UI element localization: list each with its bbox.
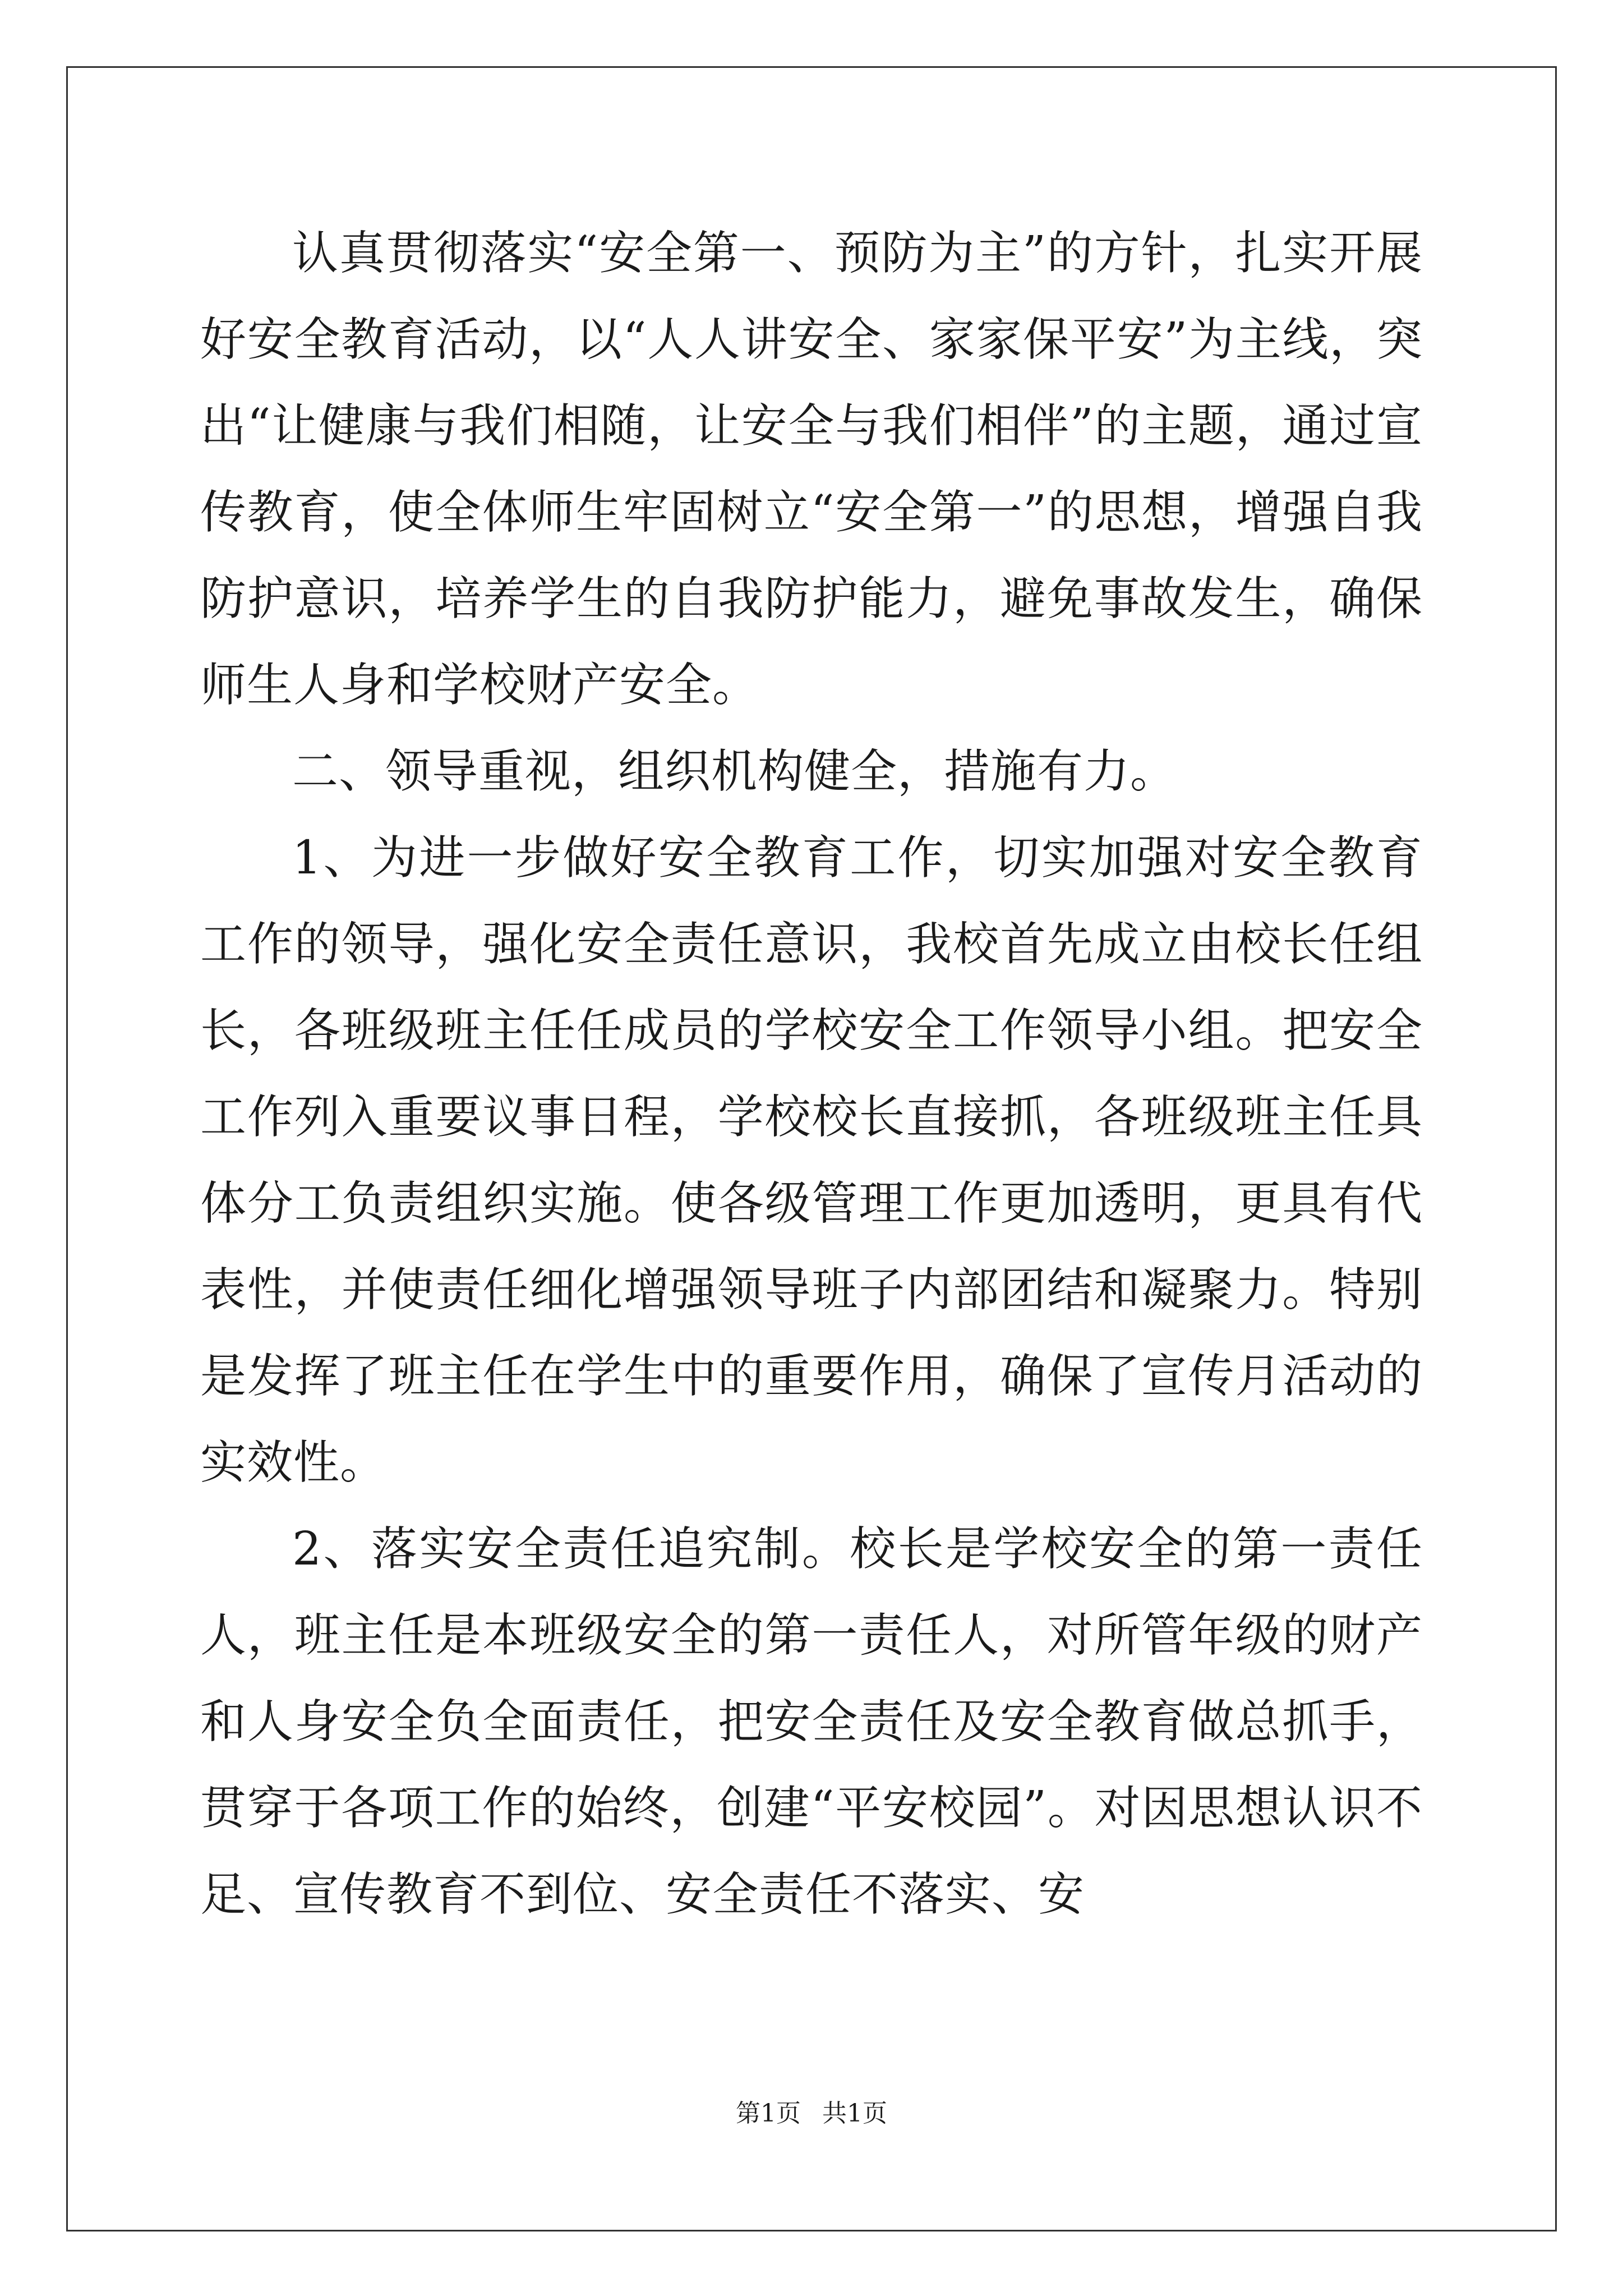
page-footer <box>0 2097 1623 2131</box>
page-total: 共1页 <box>822 2099 887 2128</box>
paragraph-item-1: 1、为进一步做好安全教育工作，切实加强对安全教育工作的领导，强化安全责任意识，我校首先成立由校长任组长，各班级班主任任成员的学校安全工作领导小组。把安全工作列入重要议事日程，学校校长直接抓，各班级班主任具体分工负责组织实施。使各级管理工作更加透明，更具有代表性，并使责任细化增强领导班子内部团结和凝聚力。特别是发挥了班主任在学生中的重要作用，确保了宣传月活动的实效性。 <box>200 831 1423 1489</box>
section-heading-2: 二、领导重视，组织机构健全，措施有力。 <box>292 745 1177 798</box>
paragraph-intro: 认真贯彻落实“安全第一、预防为主”的方针，扎实开展好安全教育活动，以“人人讲安全、家家保平安”为主线，突出“让健康与我们相随，让安全与我们相伴”的主题，通过宣传教育，使全体师生牢固树立“安全第一”的思想，增强自我防护意识，培养学生的自我防护能力，避免事故发生，确保师生人身和学校财产安全。 <box>200 227 1423 712</box>
document-body <box>200 210 1423 1938</box>
paragraph-item-2: 2、落实安全责任追究制。校长是学校安全的第一责任人，班主任是本班级安全的第一责任人，对所管年级的财产和人身安全负全面责任，把安全责任及安全教育做总抓手，贯穿于各项工作的始终，创建“平安校园”。对因思想认识不足、宣传教育不到位、安全责任不落实、安 <box>200 1522 1423 1921</box>
page-number: 第1页 <box>736 2099 801 2128</box>
